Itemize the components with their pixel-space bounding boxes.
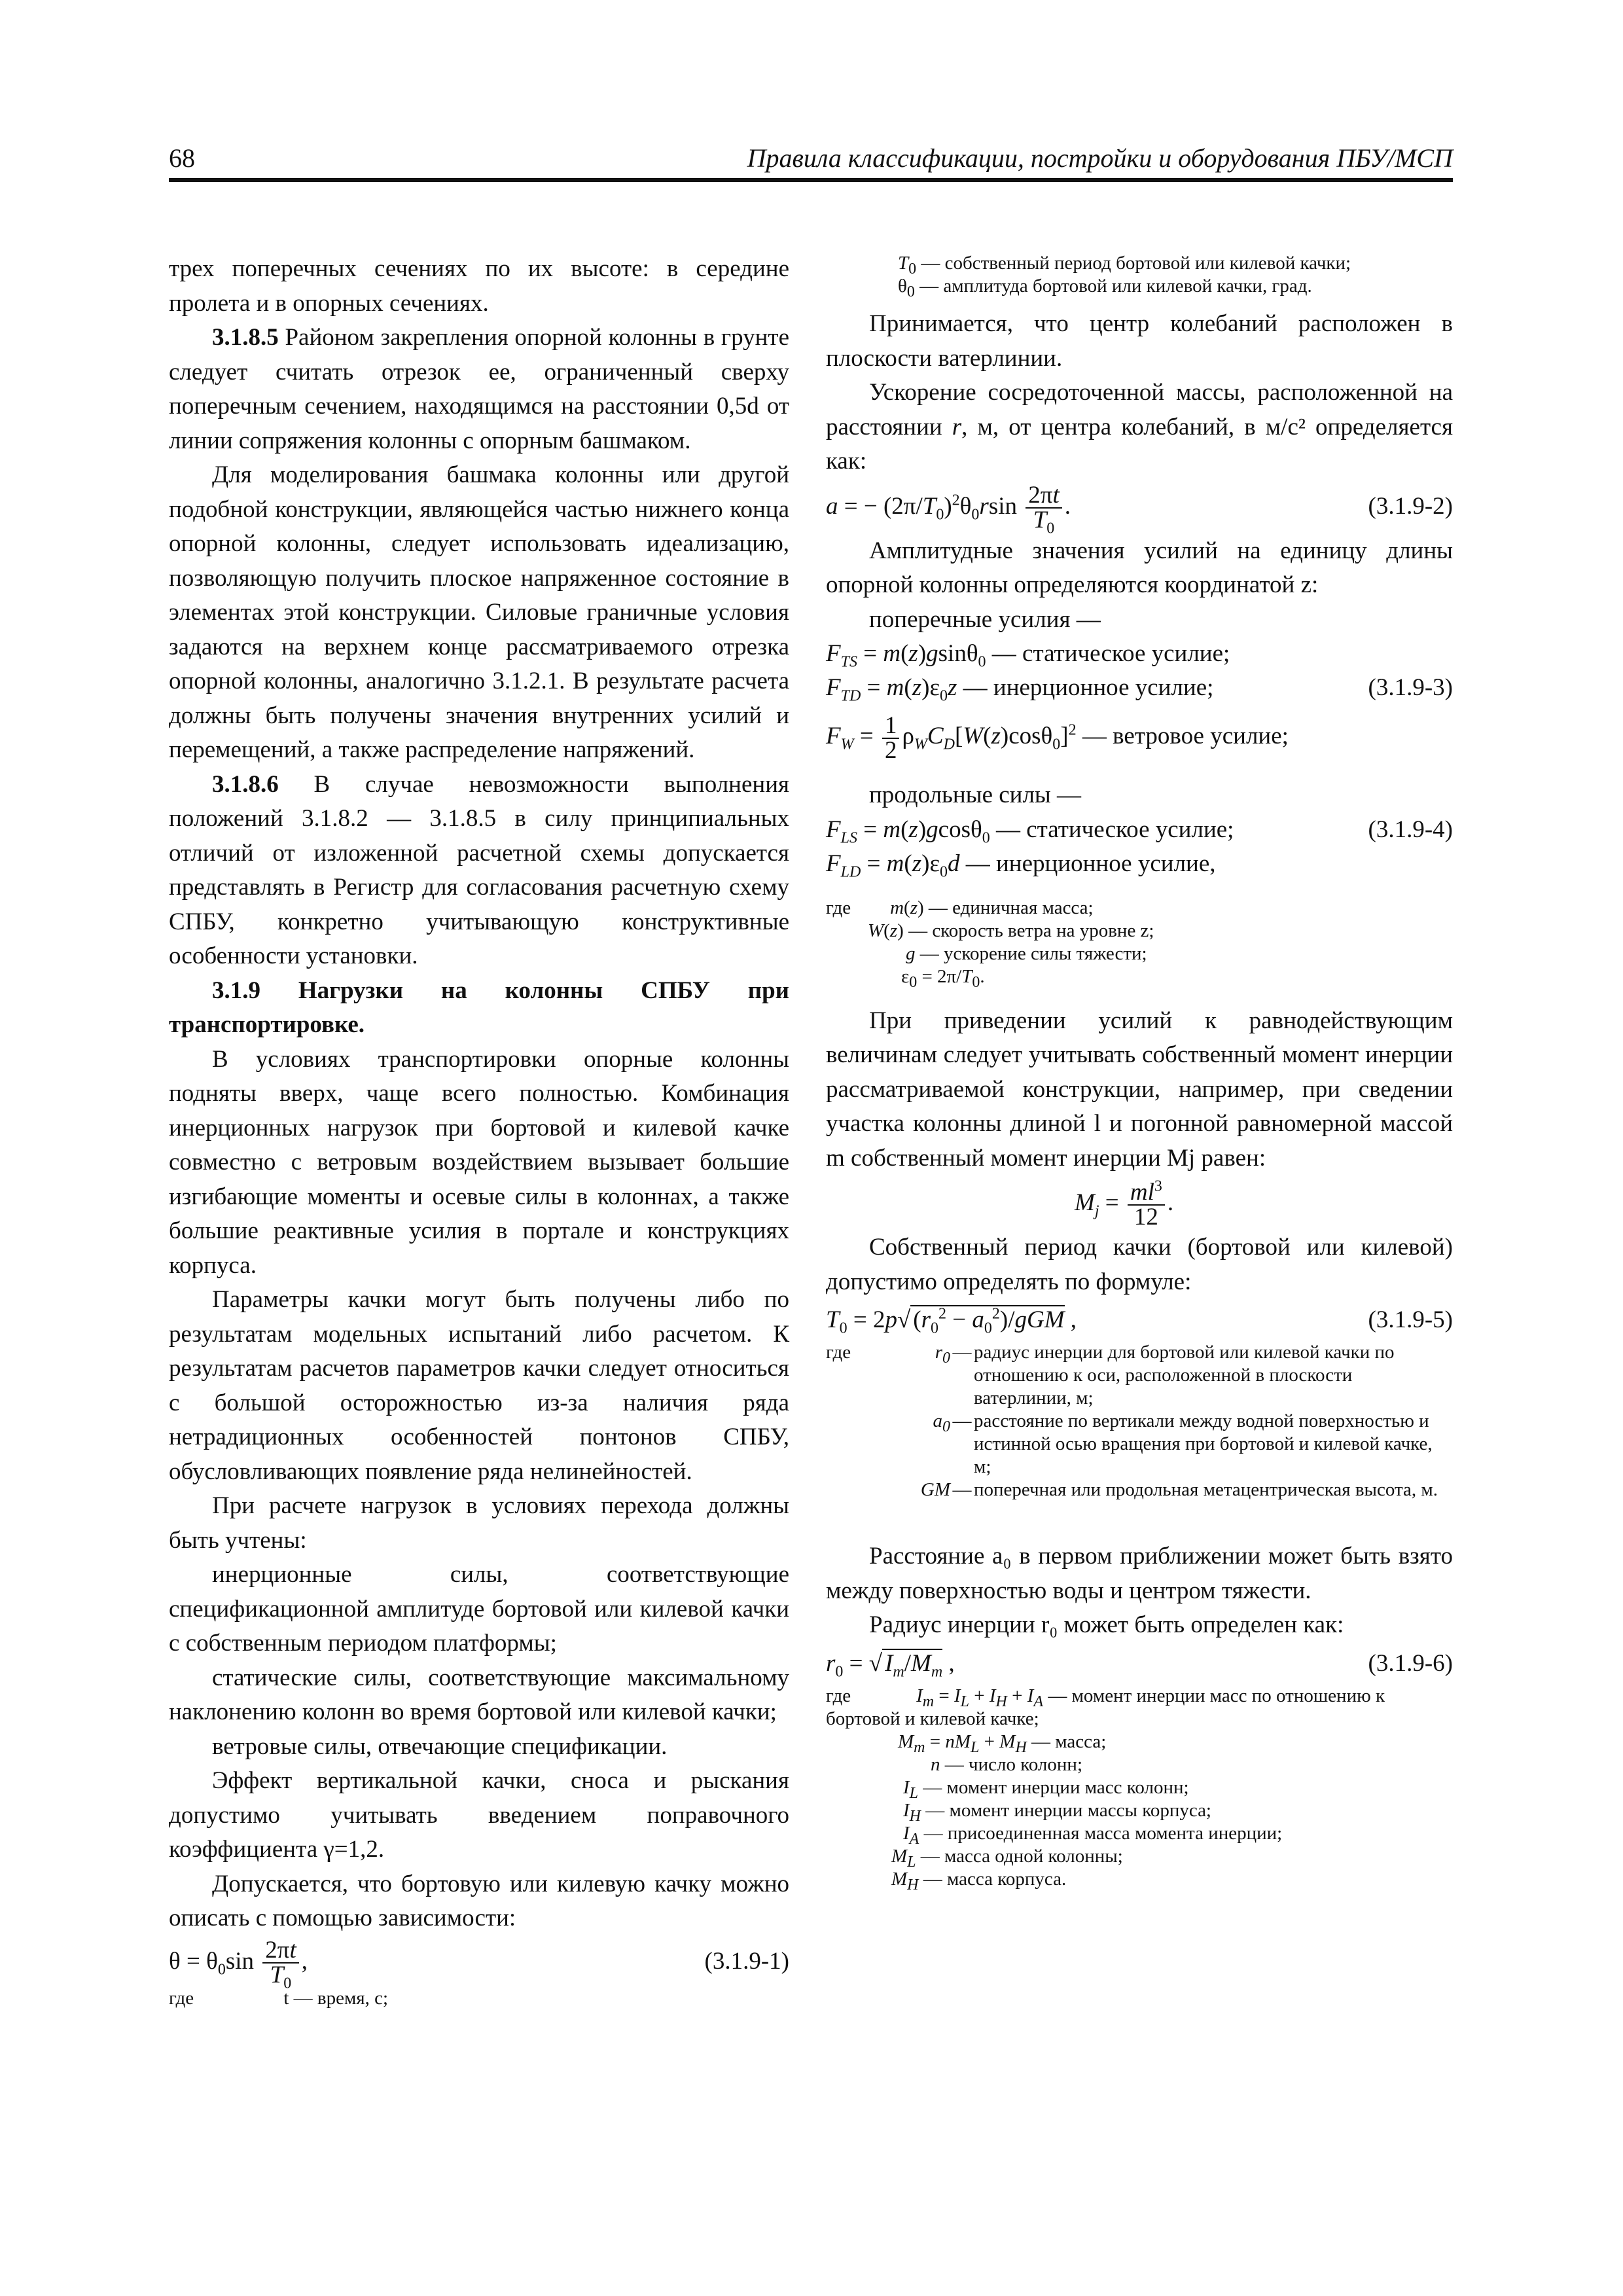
- equation-text: — инерционное усилие,: [965, 850, 1216, 877]
- definition-row: $I_L$ — момент инерции масс колонн;: [903, 1776, 1189, 1802]
- equation-number: (3.1.9-2): [1368, 492, 1453, 520]
- section-3185: [169, 321, 789, 458]
- definition-text: — момент инерции масс колонн;: [923, 1776, 1189, 1798]
- definition-text: — момент инерции масс по отношению к бортовой и килевой качке;: [826, 1685, 1385, 1729]
- left-column: [169, 252, 789, 2010]
- definitions-inertia: [826, 1685, 1453, 1891]
- paragraph: При приведении усилий к равнодействующим величинам следует учитывать собственный момент инерции рассматриваемой конструкции, например, при сведении участка колонны длиной l и погонной равномерной массой m собственный момент инерции Mj равен:: [826, 1007, 1453, 1172]
- definition-row: $\varepsilon_0 = 2\pi/T_0$.: [901, 965, 985, 991]
- symbol-a0: $a_0$: [933, 1410, 950, 1435]
- paragraph: Эффект вертикальной качки, сноса и рыскания допустимо учитывать введением поправочного коэффициента γ=1,2.: [169, 1767, 789, 1863]
- paragraph: Для моделирования башмака колонны или другой подобной конструкции, являющейся частью нижнего конца опорной колонны, следует использовать идеализацию, позволяющую получить плоское напряженное состояние в элементах этой конструкции. Силовые граничные условия задаются на верхнем конце рассматриваемого отрезка опорной колонны, аналогично 3.1.2.1. В результате расчета должны быть получены значения внутренних усилий и перемещений, а также распределение напряжений.: [169, 461, 789, 763]
- paragraph: В условиях транспортировки опорные колонны подняты вверх, чаще всего полностью. Комбинация инерционных нагрузок при бортовой и килевой качке совместно с ветровым воздействием вызывает большие изгибающие моменты и осевые силы в колоннах, а также большие реактивные усилия в портале и конструкциях корпуса.: [169, 1045, 789, 1279]
- definition-row: $\theta_0$ — амплитуда бортовой или килевой качки, град.: [898, 276, 1312, 300]
- equation-fld: $F_{LD} = m(z)\varepsilon_0d$ — инерционное усилие,: [826, 850, 1216, 880]
- where-definition: [169, 1987, 789, 2010]
- definition-text: — ускорение силы тяжести;: [919, 942, 1147, 964]
- definition-row: $M_L$ — масса одной колонны;: [891, 1845, 1123, 1871]
- where-label: где: [169, 1987, 194, 2009]
- definition-row: n — число колонн;: [931, 1753, 1082, 1775]
- equation-number: (3.1.9-6): [1368, 1649, 1453, 1677]
- definition-row: g — ускорение силы тяжести;: [906, 942, 1147, 964]
- equation-text: — статическое усилие;: [995, 816, 1234, 843]
- equation-mj: $M_j$ = $\frac{ml^3}{12}$ .: [1075, 1177, 1174, 1230]
- subheading: поперечные усилия —: [869, 605, 1101, 633]
- definition-text: — масса;: [1031, 1731, 1107, 1752]
- definition-text: — момент инерции массы корпуса;: [925, 1799, 1211, 1821]
- equation-3192: [826, 479, 1453, 537]
- equation-3191: [169, 1936, 789, 1992]
- equation-formula: $\theta = \theta_0\sin$ $\frac{2\pi t}{T_0}$ ,: [169, 1937, 308, 1992]
- definition-row: где m(z) — единичная масса;: [826, 897, 1094, 918]
- symbol-r0: $r_0$: [935, 1342, 950, 1367]
- equation-fts: $F_{TS} = m(z)gsin\theta_0$ — статическое усилие;: [826, 640, 1230, 671]
- equation-3196: [826, 1643, 1453, 1685]
- paragraph: трех поперечных сечениях по их высоте: в середине пролета и в опорных сечениях.: [169, 255, 789, 317]
- dash: —: [952, 1410, 972, 1431]
- section-number: 3.1.8.5: [212, 324, 279, 351]
- definition-text: — число колонн;: [944, 1753, 1082, 1775]
- section-number: 3.1.8.6: [212, 770, 279, 798]
- paragraph: Собственный период качки (бортовой или килевой) допустимо определять по формуле:: [826, 1234, 1453, 1295]
- equation-number: (3.1.9-5): [1368, 1306, 1453, 1333]
- running-header: [169, 143, 1453, 181]
- where-label: где: [826, 1685, 851, 1706]
- dash: —: [952, 1342, 972, 1363]
- equation-fls: $F_{LS} = m(z)gcos\theta_0$ — статическое усилие; (3.1.9-4): [826, 813, 1453, 847]
- equation-3195: [826, 1299, 1453, 1341]
- section-3186: [169, 768, 789, 974]
- definition-row: $T_0$ — собственный период бортовой или килевой качки;: [898, 253, 1351, 278]
- equation-text: — инерционное усилие;: [963, 674, 1214, 701]
- definition-text: — скорость ветра на уровне z;: [908, 920, 1154, 941]
- header-rule: [169, 178, 1453, 182]
- paragraph: Допускается, что бортовую или килевую качку можно описать с помощью зависимости:: [169, 1870, 789, 1931]
- definition-row: $I_A$ — присоединенная масса момента инерции;: [903, 1822, 1283, 1848]
- definition-text: — собственный период бортовой или килевой качки;: [921, 253, 1351, 274]
- section-text: В случае невозможности выполнения положений 3.1.8.2 — 3.1.8.5 в силу принципиальных отличий от изложенной расчетной схемы допускается представлять в Регистр для согласования расчетную схему СПБУ, конкретно учитывающую конструктивные особенности установки.: [169, 770, 790, 969]
- equation-formula: a = − $(2\pi/T_0)^2\theta_0rsin$ $\frac{2\pi t}{T_0}$ .: [826, 482, 1071, 537]
- equation-text: — ветровое усилие;: [1082, 723, 1289, 749]
- symbol-gm: GM: [920, 1479, 950, 1500]
- equation-number: (3.1.9-3): [1368, 674, 1453, 701]
- equation-fw: $F_W$ = $\frac{1}{2}$ $\rho_WC_D[W(z)\cos\theta_0]^2$ — ветровое усилие;: [826, 711, 1289, 764]
- definitions-t0: [826, 252, 1453, 298]
- definition-row: W(z) — скорость ветра на уровне z;: [868, 920, 1154, 941]
- text-part: , м, от центра колебаний, в м/с² определяется как:: [826, 413, 1454, 475]
- definitions-forces: [826, 897, 1453, 991]
- list-item: инерционные силы, соответствующие спецификационной амплитуде бортовой или килевой качки с собственным периодом платформы;: [169, 1561, 789, 1657]
- definition-text: — единичная масса;: [928, 897, 1094, 918]
- equation-formula: $r_0$ = √ $I_m/M_m$ ,: [826, 1649, 955, 1680]
- paragraph: Параметры качки могут быть получены либо по результатам модельных испытаний либо расчетом. К результатам расчетов параметров качки следует относиться с большой осторожностью из-за наличия ряда нетрадиционных особенностей понтонов СПБУ, обусловливающих появление ряда нелинейностей.: [169, 1286, 789, 1485]
- equation-number: (3.1.9-1): [704, 1947, 789, 1975]
- definition-row: $M_m = nM_L + M_H$ — масса;: [898, 1731, 1107, 1756]
- paragraph: При расчете нагрузок в условиях перехода должны быть учтены:: [169, 1492, 789, 1554]
- heading-text: 3.1.9 Нагрузки на колонны СПБУ при транспортировке.: [169, 977, 789, 1038]
- definitions-period: [826, 1341, 1453, 1501]
- definition-text: — масса одной колонны;: [920, 1845, 1123, 1867]
- definition-t: t — время, с;: [283, 1987, 389, 2009]
- section-heading-319: [169, 974, 789, 1043]
- definition-row: $M_H$ — масса корпуса.: [891, 1868, 1067, 1893]
- definition-text: радиус инерции для бортовой или килевой качки по отношению к оси, расположенной в плоскости ватерлинии, м;: [974, 1342, 1395, 1408]
- equation-text: — статическое усилие;: [991, 640, 1230, 667]
- list-item: ветровые силы, отвечающие спецификации.: [212, 1732, 668, 1760]
- equation-ftd: $F_{TD} = m(z)\varepsilon_0z$ — инерционное усилие; (3.1.9-3): [826, 671, 1453, 705]
- section-text: Районом закрепления опорной колонны в грунте следует считать отрезок ее, ограниченный сверху поперечным сечением, находящимся на расстоянии 0,5d от линии сопряжения колонны с опорным башмаком.: [169, 324, 789, 454]
- subheading: продольные силы —: [869, 781, 1082, 808]
- paragraph: Амплитудные значения усилий на единицу длины опорной колонны определяются координатой z:: [826, 537, 1453, 598]
- paragraph: Расстояние a₀ в первом приближении может быть взято между поверхностью воды и центром тяжести.: [826, 1543, 1453, 1604]
- paragraph: Радиус инерции r₀ может быть определен как:: [869, 1611, 1344, 1638]
- definition-text: — масса корпуса.: [923, 1868, 1067, 1890]
- where-label: где: [826, 897, 851, 918]
- definition-text: — присоединенная масса момента инерции;: [923, 1822, 1283, 1844]
- definition-text: — амплитуда бортовой или килевой качки, град.: [919, 276, 1312, 296]
- equation-formula: $T_0 = 2p√$ $(r_0^2 - a_0^2)/gGM$ ,: [826, 1305, 1077, 1337]
- list-item: статические силы, соответствующие максимальному наклонению колонн во время бортовой или килевой качки;: [169, 1664, 789, 1725]
- text-part: Ускорение сосредоточенной массы, расположенной на расстоянии: [826, 379, 1453, 440]
- running-title: Правила классификации, постройки и оборудования ПБУ/МСП: [747, 143, 1453, 173]
- equation-number: (3.1.9-4): [1368, 816, 1453, 843]
- paragraph: Ускорение сосредоточенной массы, расположенной на расстоянии r, м, от центра колебаний, в м/с² определяется как:: [826, 379, 1454, 475]
- definition-text: поперечная или продольная метацентрическая высота, м.: [974, 1479, 1438, 1500]
- paragraph: Принимается, что центр колебаний расположен в плоскости ватерлинии.: [826, 310, 1453, 372]
- definition-row: где $I_m = I_L + I_H + I_A$ — момент инерции масс по отношению к бортовой и килевой качке;: [826, 1685, 1385, 1729]
- dash: —: [952, 1479, 972, 1500]
- right-column: [826, 252, 1453, 1891]
- page-number: 68: [169, 143, 195, 173]
- where-label: где: [826, 1342, 851, 1363]
- definition-text: расстояние по вертикали между водной поверхностью и истинной осью вращения при бортовой и килевой качке, м;: [974, 1410, 1433, 1477]
- definition-row: $I_H$ — момент инерции массы корпуса;: [903, 1799, 1211, 1825]
